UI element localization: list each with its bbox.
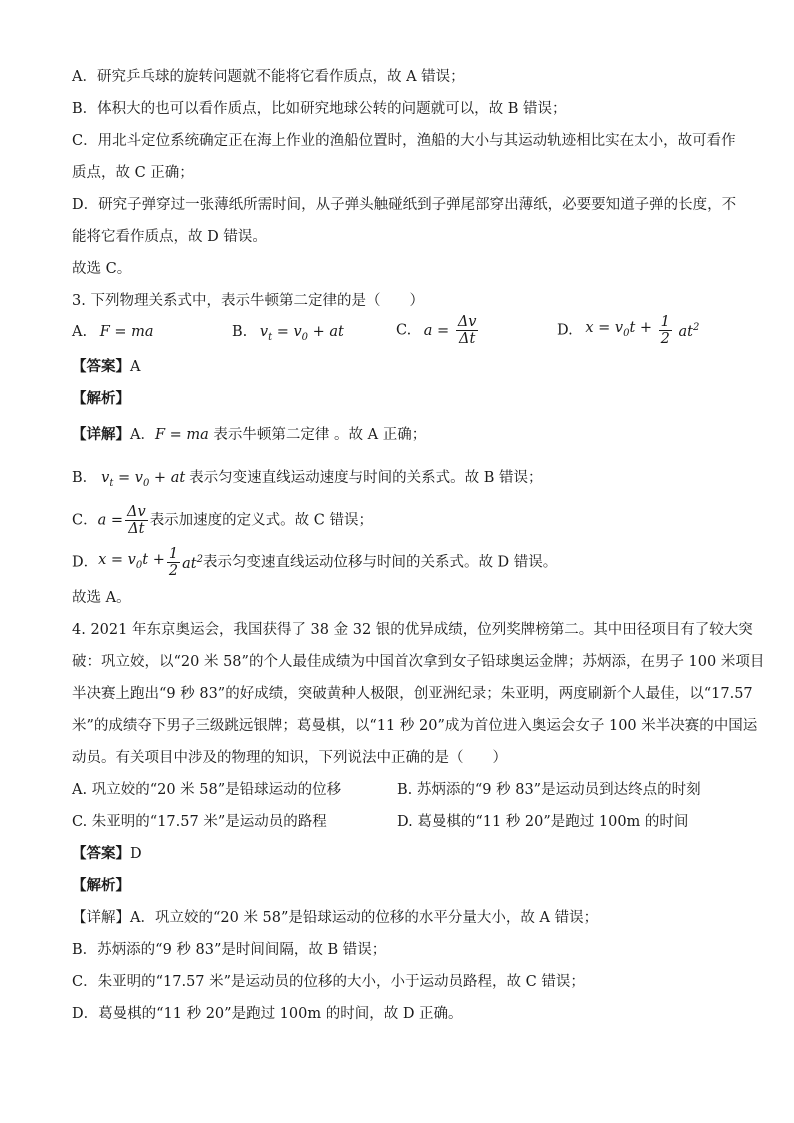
q4-detail-b: B．苏炳添的“9 秒 83”是时间间隔，故 B 错误； [72, 942, 387, 958]
q4-option-d: D. 葛曼棋的“11 秒 20”是跑过 100m 的时间 [397, 814, 689, 830]
q2-analysis-c-line2: 质点，故 C 正确； [72, 165, 194, 181]
q3-option-d: D. $x = v_0t$ + $\frac{1}{2}$ $at^2$ [557, 314, 700, 347]
q4-option-c: C. 朱亚明的“17.57 米”是运动员的路程 [72, 814, 327, 830]
q3-option-c-fraction: $\frac{\Delta v}{\Delta t}$ [457, 314, 477, 347]
q4-stem-line1: 4. 2021 年东京奥运会，我国获得了 38 金 32 银的优异成绩，位列奖牌榜第二。其中田径项目有了较大突 [72, 622, 753, 638]
q4-analysis-heading: 【解析】 [72, 877, 130, 894]
q4-option-b: B. 苏炳添的“9 秒 83”是运动员到达终点的时刻 [397, 782, 701, 798]
q4-stem-line2: 破：巩立姣，以“20 米 58”的个人最佳成绩为中国首次拿到女子铅球奥运金牌；苏炳添，在男子 100 米项目 [72, 654, 765, 670]
q4-answer: 【答案】D [72, 845, 142, 862]
q4-stem-line4: 米”的成绩夺下男子三级跳远银牌；葛曼棋，以“11 秒 20”成为首位进入奥运会女子 100 米半决赛的中国运 [72, 718, 758, 734]
q2-analysis-a: A．研究乒乓球的旋转问题就不能将它看作质点，故 A 错误； [72, 69, 465, 85]
q3-option-a-formula: F = ma [99, 324, 154, 340]
q2-analysis-b: B．体积大的也可以看作质点，比如研究地球公转的问题就可以，故 B 错误； [72, 101, 567, 117]
q3-option-b: B. $v_t = v_0$ + at [232, 324, 344, 343]
q3-option-a: A. F = ma [72, 324, 154, 340]
q3-analysis-heading: 【解析】 [72, 390, 130, 407]
q2-analysis-c-line1: C．用北斗定位系统确定正在海上作业的渔船位置时，渔船的大小与其运动轨迹相比实在太小，故可看作 [72, 133, 736, 149]
q4-stem-line5: 动员。有关项目中涉及的物理的知识，下列说法中正确的是（ ） [72, 750, 507, 766]
q2-analysis-d-line2: 能将它看作质点，故 D 错误。 [72, 229, 267, 245]
q3-choice: 故选 A。 [72, 590, 131, 606]
q3-option-d-formula: $x = v_0t$ + [585, 319, 653, 339]
q3-option-b-formula: $v_t = v_0$ + at [259, 324, 344, 343]
q4-option-a: A. 巩立姣的“20 米 58”是铅球运动的位移 [72, 782, 342, 798]
q4-detail-c: C．朱亚明的“17.57 米”是运动员的位移的大小，小于运动员路程，故 C 错误； [72, 974, 585, 990]
q3-detail-a: 【详解】A．F = ma 表示牛顿第二定律 。故 A 正确； [72, 426, 427, 443]
q3-stem: 3. 下列物理关系式中，表示牛顿第二定律的是（ ） [72, 293, 424, 309]
q2-analysis-d-line1: D．研究子弹穿过一张薄纸所需时间，从子弹头触碰纸到子弹尾部穿出薄纸，必要要知道子弹的长度，不 [72, 197, 737, 213]
q4-detail-d: D．葛曼棋的“11 秒 20”是跑过 100m 的时间，故 D 正确。 [72, 1006, 463, 1022]
q3-detail-b: B． $v_t = v_0$ + at 表示匀变速直线运动速度与时间的关系式。故 B 错误； [72, 470, 543, 489]
q3-detail-c: C．a = $\frac{\Delta v}{\Delta t}$ 表示加速度的定义式。故 C 错误； [72, 504, 373, 537]
q3-option-c: C. a = $\frac{\Delta v}{\Delta t}$ [396, 314, 477, 347]
q2-choice: 故选 C。 [72, 261, 132, 277]
q3-option-d-fraction: $\frac{1}{2}$ [660, 314, 670, 347]
q4-detail-a: 【详解】A．巩立姣的“20 米 58”是铅球运动的位移的水平分量大小，故 A 错误； [72, 910, 599, 926]
q4-stem-line3: 半决赛上跑出“9 秒 83”的好成绩，突破黄种人极限，创亚洲纪录；朱亚明，两度刷新个人最佳，以“17.57 [72, 686, 753, 702]
q3-answer: 【答案】A [72, 358, 141, 375]
q3-detail-d: D．$x = v_0t$ + $\frac{1}{2}$ $at^2$表示匀变速直线运动位移与时间的关系式。故 D 错误。 [72, 546, 558, 579]
q3-option-c-formula: a = [423, 322, 450, 339]
